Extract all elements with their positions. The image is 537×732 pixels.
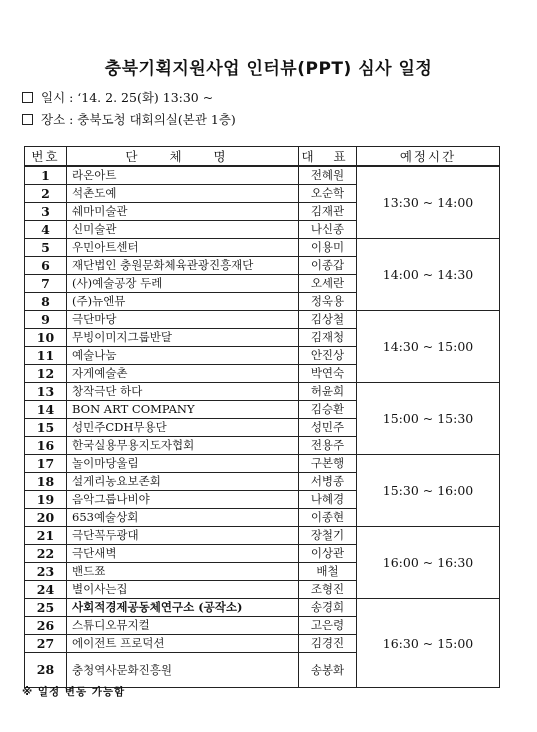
representative-name: 김경진 — [299, 635, 357, 653]
time-slot: 13:30 ~ 14:00 — [357, 166, 500, 239]
row-number: 15 — [25, 419, 67, 437]
representative-name: 성민주 — [299, 419, 357, 437]
representative-name: 고은령 — [299, 617, 357, 635]
representative-name: 이종갑 — [299, 257, 357, 275]
organization-name: 음악그룹나비야 — [67, 491, 299, 509]
table-row — [25, 311, 500, 329]
organization-name: 재단법인 충원문화체육관광진흥재단 — [67, 257, 299, 275]
organization-name: (주)뉴엔뮤 — [67, 293, 299, 311]
organization-name: 에이전트 프로덕션 — [67, 635, 299, 653]
organization-name: 우민아트센터 — [67, 239, 299, 257]
row-number: 24 — [25, 581, 67, 599]
representative-name: 박연숙 — [299, 365, 357, 383]
representative-name: 김상철 — [299, 311, 357, 329]
representative-name: 전용주 — [299, 437, 357, 455]
representative-name: 정욱용 — [299, 293, 357, 311]
place-text: 장소 : 충북도청 대회의실(본관 1층) — [41, 112, 236, 127]
row-number: 26 — [25, 617, 67, 635]
row-number: 11 — [25, 347, 67, 365]
row-number: 6 — [25, 257, 67, 275]
representative-name: 이상관 — [299, 545, 357, 563]
representative-name: 안진상 — [299, 347, 357, 365]
organization-name: 설게리농요보존회 — [67, 473, 299, 491]
organization-name: 653예술상회 — [67, 509, 299, 527]
representative-name: 이종현 — [299, 509, 357, 527]
organization-name: 한국실용무용지도자협회 — [67, 437, 299, 455]
row-number: 28 — [25, 653, 67, 688]
row-number: 12 — [25, 365, 67, 383]
row-number: 27 — [25, 635, 67, 653]
organization-name: 극단새벽 — [67, 545, 299, 563]
table-header-row — [25, 147, 500, 167]
representative-name: 송경희 — [299, 599, 357, 617]
table-body — [25, 166, 500, 688]
representative-name: 허윤희 — [299, 383, 357, 401]
time-slot: 16:00 ~ 16:30 — [357, 527, 500, 599]
representative-name: 전혜원 — [299, 166, 357, 185]
organization-name: 극단마당 — [67, 311, 299, 329]
organization-name: 자게예술촌 — [67, 365, 299, 383]
row-number: 23 — [25, 563, 67, 581]
row-number: 10 — [25, 329, 67, 347]
schedule-note: ※ 일정 변동 가능함 — [22, 686, 126, 698]
row-number: 16 — [25, 437, 67, 455]
organization-name: 라온아트 — [67, 166, 299, 185]
table-row — [25, 239, 500, 257]
row-number: 5 — [25, 239, 67, 257]
organization-name: 밴드쬬 — [67, 563, 299, 581]
row-number: 9 — [25, 311, 67, 329]
row-number: 2 — [25, 185, 67, 203]
representative-name: 나신종 — [299, 221, 357, 239]
representative-name: 구본행 — [299, 455, 357, 473]
time-slot: 15:00 ~ 15:30 — [357, 383, 500, 455]
row-number: 4 — [25, 221, 67, 239]
table-row — [25, 383, 500, 401]
organization-name: 신미술관 — [67, 221, 299, 239]
time-slot: 15:30 ~ 16:00 — [357, 455, 500, 527]
organization-name: 놀이마당울림 — [67, 455, 299, 473]
header-time: 예정시간 — [357, 147, 500, 167]
representative-name: 배철 — [299, 563, 357, 581]
representative-name: 조형진 — [299, 581, 357, 599]
organization-name: 스튜디오뮤지컬 — [67, 617, 299, 635]
row-number: 8 — [25, 293, 67, 311]
table-row — [25, 527, 500, 545]
representative-name: 서병종 — [299, 473, 357, 491]
organization-name: (사)예술공장 두레 — [67, 275, 299, 293]
row-number: 20 — [25, 509, 67, 527]
page-title: 충북기획지원사업 인터뷰(PPT) 심사 일정 — [104, 59, 433, 79]
table-row — [25, 455, 500, 473]
checkbox-square-icon — [22, 92, 33, 103]
representative-name: 김재청 — [299, 329, 357, 347]
header-num: 번호 — [25, 147, 67, 167]
organization-name: 창작극단 하다 — [67, 383, 299, 401]
row-number: 1 — [25, 166, 67, 185]
representative-name: 송봉화 — [299, 653, 357, 688]
table-row — [25, 599, 500, 617]
organization-name: 예술나눔 — [67, 347, 299, 365]
row-number: 18 — [25, 473, 67, 491]
organization-name: 별이사는집 — [67, 581, 299, 599]
row-number: 14 — [25, 401, 67, 419]
representative-name: 오세란 — [299, 275, 357, 293]
representative-name: 오순학 — [299, 185, 357, 203]
table-row — [25, 166, 500, 185]
row-number: 3 — [25, 203, 67, 221]
representative-name: 나혜경 — [299, 491, 357, 509]
representative-name: 이용미 — [299, 239, 357, 257]
organization-name: BON ART COMPANY — [67, 401, 299, 419]
place-line — [22, 112, 236, 128]
header-org: 단 체 명 — [67, 147, 299, 167]
date-text: 일시 : ‘14. 2. 25(화) 13:30 ~ — [41, 90, 214, 105]
row-number: 22 — [25, 545, 67, 563]
time-slot: 16:30 ~ 15:00 — [357, 599, 500, 688]
row-number: 21 — [25, 527, 67, 545]
organization-name: 무빙이미지그룹반달 — [67, 329, 299, 347]
organization-name: 쉐마미술관 — [67, 203, 299, 221]
row-number: 17 — [25, 455, 67, 473]
organization-name: 충청역사문화진흥원 — [67, 653, 299, 688]
row-number: 25 — [25, 599, 67, 617]
schedule-table — [24, 146, 500, 688]
time-slot: 14:00 ~ 14:30 — [357, 239, 500, 311]
header-rep: 대 표 — [299, 147, 357, 167]
checkbox-square-icon — [22, 114, 33, 125]
representative-name: 장철기 — [299, 527, 357, 545]
organization-name: 성민주CDH무용단 — [67, 419, 299, 437]
time-slot: 14:30 ~ 15:00 — [357, 311, 500, 383]
representative-name: 김재관 — [299, 203, 357, 221]
organization-name: 극단꼭두광대 — [67, 527, 299, 545]
representative-name: 김승환 — [299, 401, 357, 419]
organization-name: 석촌도예 — [67, 185, 299, 203]
row-number: 13 — [25, 383, 67, 401]
row-number: 19 — [25, 491, 67, 509]
organization-name: 사회적경제공동체연구소 (공작소) — [67, 599, 299, 617]
row-number: 7 — [25, 275, 67, 293]
date-line — [22, 90, 213, 106]
